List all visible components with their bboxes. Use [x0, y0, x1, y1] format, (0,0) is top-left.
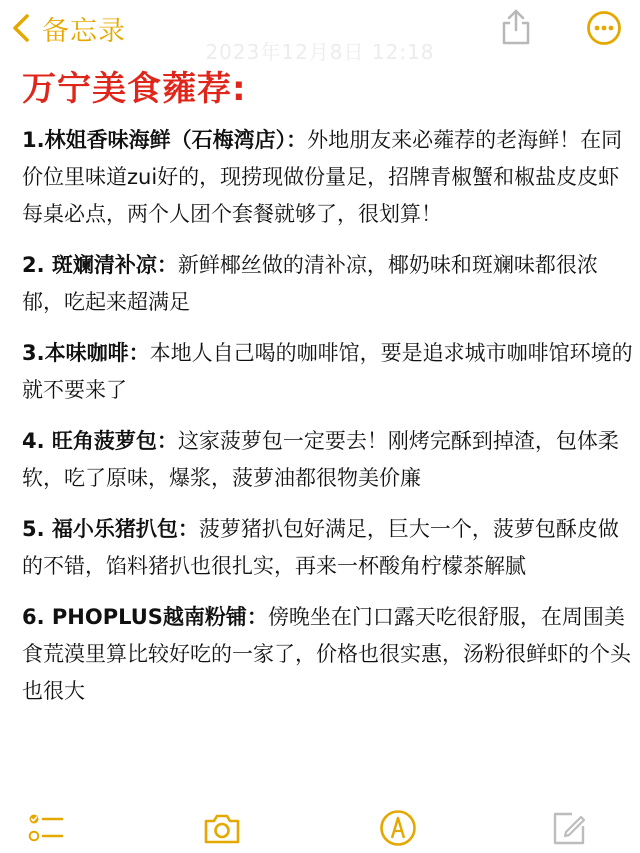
restaurant-name: 2. 斑斓清补凉：	[22, 253, 178, 277]
back-label: 备忘录	[42, 15, 126, 47]
list-item	[22, 335, 634, 409]
list-item	[22, 423, 634, 497]
restaurant-description: 本地人自己喝的咖啡馆，要是追求城市咖啡馆环境的就不要来了	[22, 341, 633, 402]
restaurant-description: 新鲜椰丝做的清补凉，椰奶味和斑斓味都很浓郁，吃起来超满足	[22, 253, 598, 314]
checklist-icon[interactable]	[26, 808, 66, 848]
list-item	[22, 247, 634, 321]
restaurant-name: 6. PHOPLUS越南粉铺：	[22, 605, 268, 629]
restaurant-description: 外地朋友来必蕹荐的老海鲜！在同价位里味道zui好的，现捞现做份量足，招牌青椒蟹和椒盐皮皮虾每桌必点，两个人团个套餐就够了，很划算！	[22, 128, 623, 226]
list-item	[22, 511, 634, 585]
restaurant-name: 4. 旺角菠萝包：	[22, 429, 178, 453]
note-body[interactable]	[22, 66, 634, 724]
compose-icon[interactable]	[550, 808, 590, 848]
note-title: 万宁美食蕹荐:	[22, 69, 247, 109]
restaurant-name: 5. 福小乐猪扒包：	[22, 517, 199, 541]
list-item	[22, 599, 634, 710]
markup-pen-icon[interactable]	[378, 808, 418, 848]
restaurant-name: 1.林姐香味海鲜（石梅湾店）：	[22, 128, 308, 152]
restaurant-name: 3.本味咖啡：	[22, 341, 150, 365]
bottom-toolbar	[0, 800, 640, 853]
restaurant-description: 菠萝猪扒包好满足，巨大一个，菠萝包酥皮做的不错，馅料猪扒也很扎实，再来一杯酸角柠檬茶解腻	[22, 517, 619, 578]
note-timestamp: 2023年12月8日 12:18	[205, 40, 435, 64]
camera-icon[interactable]	[202, 808, 242, 848]
list-item	[22, 122, 634, 233]
restaurant-description: 傍晚坐在门口露天吃很舒服，在周围美食荒漠里算比较好吃的一家了，价格也很实惠，汤粉很鲜虾的个头也很大	[22, 605, 631, 703]
restaurant-description: 这家菠萝包一定要去！刚烤完酥到掉渣，包体柔软，吃了原味，爆浆，菠萝油都很物美价廉	[22, 429, 619, 490]
